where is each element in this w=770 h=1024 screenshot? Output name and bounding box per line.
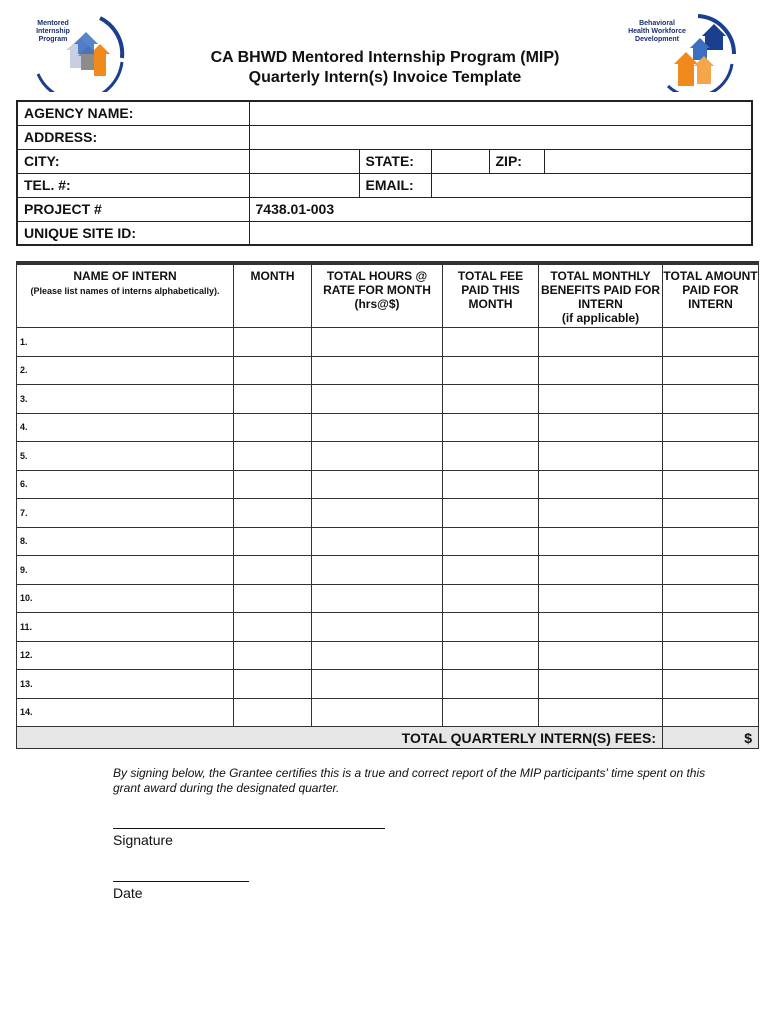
- table-row: [17, 356, 759, 385]
- col-header-total: TOTAL AMOUNT PAID FOR INTERN: [663, 265, 759, 328]
- table-row: [17, 698, 759, 727]
- tel-label: TEL. #:: [17, 173, 249, 197]
- address-row: [17, 125, 752, 149]
- intern-name-cell[interactable]: 7.: [17, 499, 234, 528]
- hours-cell[interactable]: [312, 584, 443, 613]
- col-intern-title: NAME OF INTERN: [73, 269, 177, 283]
- total-cell[interactable]: [663, 499, 759, 528]
- hours-cell[interactable]: [312, 499, 443, 528]
- month-cell[interactable]: [234, 584, 312, 613]
- benefits-cell[interactable]: [539, 356, 663, 385]
- month-cell[interactable]: [234, 613, 312, 642]
- hours-cell[interactable]: [312, 527, 443, 556]
- total-cell[interactable]: [663, 556, 759, 585]
- site-id-field[interactable]: [249, 221, 752, 245]
- intern-name-cell[interactable]: 1.: [17, 328, 234, 357]
- page-title: [150, 48, 620, 88]
- intern-name-cell[interactable]: 8.: [17, 527, 234, 556]
- fee-cell[interactable]: [443, 613, 539, 642]
- fee-cell[interactable]: [443, 584, 539, 613]
- total-cell[interactable]: [663, 613, 759, 642]
- benefits-cell[interactable]: [539, 499, 663, 528]
- intern-name-cell[interactable]: 6.: [17, 470, 234, 499]
- col-benefits-note: (if applicable): [561, 311, 640, 325]
- month-cell[interactable]: [234, 556, 312, 585]
- site-id-label: UNIQUE SITE ID:: [17, 221, 249, 245]
- city-label: CITY:: [17, 149, 249, 173]
- hours-cell[interactable]: [312, 641, 443, 670]
- col-intern-note: (Please list names of interns alphabetically).: [30, 286, 220, 296]
- intern-name-cell[interactable]: 13.: [17, 670, 234, 699]
- table-row: [17, 527, 759, 556]
- intern-invoice-table: [16, 264, 759, 749]
- month-cell[interactable]: [234, 698, 312, 727]
- total-row: [17, 727, 759, 749]
- table-row: [17, 613, 759, 642]
- date-label: Date: [113, 885, 143, 901]
- signature-line[interactable]: [113, 828, 385, 829]
- email-field[interactable]: [431, 173, 752, 197]
- month-cell[interactable]: [234, 641, 312, 670]
- certification-statement: By signing below, the Grantee certifies this is a true and correct report of the MIP participants' time spent on this grant award during the designated quarter.: [113, 766, 706, 795]
- mip-logo-label: Mentored Internship Program: [36, 20, 70, 43]
- hours-cell[interactable]: [312, 442, 443, 471]
- fee-cell[interactable]: [443, 698, 539, 727]
- benefits-cell[interactable]: [539, 670, 663, 699]
- table-row: [17, 328, 759, 357]
- state-field[interactable]: [431, 149, 489, 173]
- benefits-cell[interactable]: [539, 698, 663, 727]
- total-label: TOTAL QUARTERLY INTERN(S) FEES:: [17, 727, 663, 749]
- hours-cell[interactable]: [312, 556, 443, 585]
- month-cell[interactable]: [234, 670, 312, 699]
- agency-name-field[interactable]: [249, 101, 752, 125]
- fee-cell[interactable]: [443, 470, 539, 499]
- mip-logo: [30, 14, 130, 92]
- benefits-cell[interactable]: [539, 641, 663, 670]
- total-cell[interactable]: [663, 356, 759, 385]
- fee-cell[interactable]: [443, 328, 539, 357]
- table-row: [17, 670, 759, 699]
- table-row: [17, 499, 759, 528]
- table-row: [17, 556, 759, 585]
- hours-cell[interactable]: [312, 613, 443, 642]
- state-label: STATE:: [359, 149, 431, 173]
- fee-cell[interactable]: [443, 413, 539, 442]
- intern-name-cell[interactable]: 3.: [17, 385, 234, 414]
- hours-cell[interactable]: [312, 385, 443, 414]
- total-value[interactable]: $: [663, 727, 759, 749]
- site-id-row: [17, 221, 752, 245]
- month-cell[interactable]: [234, 356, 312, 385]
- address-label: ADDRESS:: [17, 125, 249, 149]
- fee-cell[interactable]: [443, 499, 539, 528]
- col-header-month: MONTH: [234, 265, 312, 328]
- col-header-intern: [17, 265, 234, 328]
- tel-field[interactable]: [249, 173, 359, 197]
- month-cell[interactable]: [234, 527, 312, 556]
- month-cell[interactable]: [234, 470, 312, 499]
- table-row: [17, 470, 759, 499]
- zip-field[interactable]: [544, 149, 752, 173]
- signature-label: Signature: [113, 832, 173, 848]
- total-cell[interactable]: [663, 442, 759, 471]
- hours-cell[interactable]: [312, 698, 443, 727]
- benefits-cell[interactable]: [539, 584, 663, 613]
- hours-cell[interactable]: [312, 356, 443, 385]
- total-cell[interactable]: [663, 385, 759, 414]
- benefits-cell[interactable]: [539, 442, 663, 471]
- total-cell[interactable]: [663, 641, 759, 670]
- col-header-hours: TOTAL HOURS @ RATE FOR MONTH (hrs@$): [312, 265, 443, 328]
- hours-cell[interactable]: [312, 670, 443, 699]
- benefits-cell[interactable]: [539, 385, 663, 414]
- table-body: [17, 328, 759, 749]
- benefits-cell[interactable]: [539, 556, 663, 585]
- agency-name-row: [17, 101, 752, 125]
- table-row: [17, 641, 759, 670]
- date-line[interactable]: [113, 881, 249, 882]
- table-row: [17, 442, 759, 471]
- hours-cell[interactable]: [312, 413, 443, 442]
- total-cell[interactable]: [663, 527, 759, 556]
- city-field[interactable]: [249, 149, 359, 173]
- hours-cell[interactable]: [312, 470, 443, 499]
- table-row: [17, 413, 759, 442]
- zip-label: ZIP:: [489, 149, 544, 173]
- fee-cell[interactable]: [443, 641, 539, 670]
- benefits-cell[interactable]: [539, 613, 663, 642]
- bhwd-logo-label: Behavioral Health Workforce Development: [628, 20, 686, 43]
- col-benefits-title: TOTAL MONTHLY BENEFITS PAID FOR INTERN: [540, 269, 661, 311]
- project-row: [17, 197, 752, 221]
- table-row: [17, 385, 759, 414]
- month-cell[interactable]: [234, 385, 312, 414]
- project-value: 7438.01-003: [249, 197, 752, 221]
- total-cell[interactable]: [663, 670, 759, 699]
- total-cell[interactable]: [663, 584, 759, 613]
- total-cell[interactable]: [663, 470, 759, 499]
- city-row: [17, 149, 752, 173]
- col-header-benefits: [539, 265, 663, 328]
- intern-name-cell[interactable]: 2.: [17, 356, 234, 385]
- fee-cell[interactable]: [443, 385, 539, 414]
- intern-name-cell[interactable]: 10.: [17, 584, 234, 613]
- agency-name-label: AGENCY NAME:: [17, 101, 249, 125]
- month-cell[interactable]: [234, 499, 312, 528]
- fee-cell[interactable]: [443, 356, 539, 385]
- benefits-cell[interactable]: [539, 413, 663, 442]
- intern-name-cell[interactable]: 11.: [17, 613, 234, 642]
- email-label: EMAIL:: [359, 173, 431, 197]
- intern-name-cell[interactable]: 5.: [17, 442, 234, 471]
- benefits-cell[interactable]: [539, 470, 663, 499]
- table-row: [17, 584, 759, 613]
- intern-name-cell[interactable]: 14.: [17, 698, 234, 727]
- total-cell[interactable]: [663, 698, 759, 727]
- tel-row: [17, 173, 752, 197]
- intern-name-cell[interactable]: 9.: [17, 556, 234, 585]
- fee-cell[interactable]: [443, 670, 539, 699]
- month-cell[interactable]: [234, 413, 312, 442]
- project-label: PROJECT #: [17, 197, 249, 221]
- bhwd-logo: [628, 14, 736, 92]
- address-field[interactable]: [249, 125, 752, 149]
- benefits-cell[interactable]: [539, 328, 663, 357]
- total-cell[interactable]: [663, 413, 759, 442]
- total-cell[interactable]: [663, 328, 759, 357]
- intern-name-cell[interactable]: 12.: [17, 641, 234, 670]
- fee-cell[interactable]: [443, 527, 539, 556]
- intern-name-cell[interactable]: 4.: [17, 413, 234, 442]
- fee-cell[interactable]: [443, 556, 539, 585]
- benefits-cell[interactable]: [539, 527, 663, 556]
- table-header-row: [17, 265, 759, 328]
- title-line-1: CA BHWD Mentored Internship Program (MIP): [210, 49, 560, 66]
- month-cell[interactable]: [234, 442, 312, 471]
- col-header-fee: TOTAL FEE PAID THIS MONTH: [443, 265, 539, 328]
- fee-cell[interactable]: [443, 442, 539, 471]
- title-line-2: Quarterly Intern(s) Invoice Template: [248, 69, 522, 86]
- agency-info-table: [16, 100, 753, 246]
- month-cell[interactable]: [234, 328, 312, 357]
- hours-cell[interactable]: [312, 328, 443, 357]
